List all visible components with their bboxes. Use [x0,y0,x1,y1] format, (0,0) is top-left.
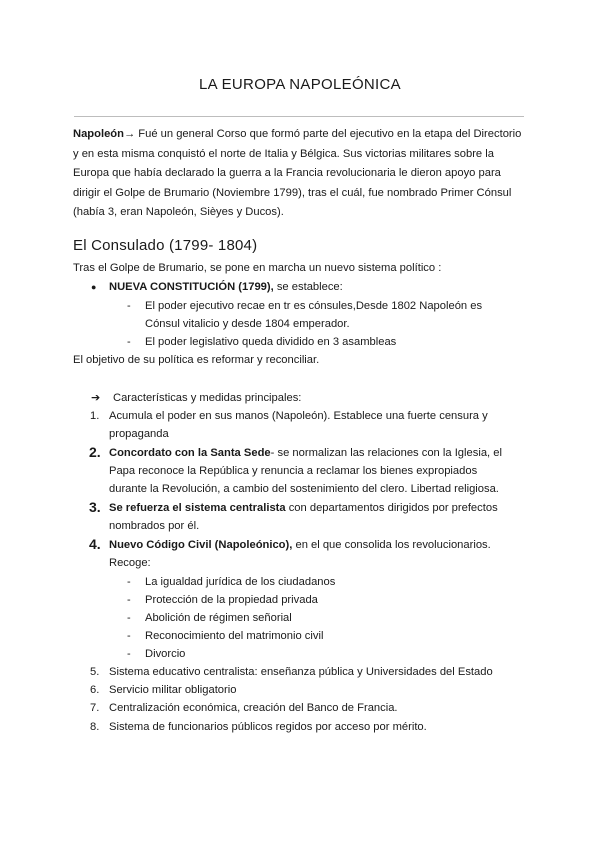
item2-line2: Papa reconoce la República y renuncia a reclamar los bienes expropiados [109,465,478,477]
code-item: Reconocimiento del matrimonio civil [145,630,324,642]
page-title: LA EUROPA NAPOLEÓNICA [199,76,401,93]
intro-name: Napoleón [73,128,124,140]
code-item: La igualdad jurídica de los ciudadanos [145,576,336,588]
item3-bold: Se refuerza el sistema centralista [109,502,286,514]
item5-line: Sistema educativo centralista: enseñanza pública y Universidades del Estado [109,666,493,678]
dash-icon: - [127,630,131,642]
sub2-line: El poder legislativo queda dividido en 3 asambleas [145,336,397,348]
code-item: Abolición de régimen señorial [145,612,292,624]
arrow-bullet-icon: ➔ [91,392,101,404]
item-number: 8. [90,721,100,733]
constitution-line [109,278,343,296]
item-number: 3. [89,499,101,515]
section-heading: El Consulado (1799- 1804) [73,237,258,254]
item7-line: Centralización económica, creación del Banco de Francia. [109,702,398,714]
item3-line2: nombrados por él. [109,520,200,532]
code-item: Protección de la propiedad privada [145,594,318,606]
dash-icon: - [127,594,131,606]
dash-icon: - [127,576,131,588]
title-divider [74,116,524,117]
item8-line: Sistema de funcionarios públicos regidos por acceso por mérito. [109,721,427,733]
item2-bold: Concordato con la Santa Sede [109,447,271,459]
constitution-bold: NUEVA CONSTITUCIÓN (1799), [109,281,274,293]
constitution-rest: se establece: [273,281,343,293]
item2-rest: - se normalizan las relaciones con la Iglesia, el [270,447,502,459]
item-number: 2. [89,444,101,460]
item3-rest: con departamentos dirigidos por prefectos [285,502,498,514]
dash-icon: - [127,300,131,312]
bullet-icon: ● [91,282,97,292]
intro-text: Fué un general Corso que formó parte del ejecutivo en la etapa del Directorio y en esta misma conquistó el norte de Italia y Bélgica. Sus victorias militares sobre la Europa que había declarado la guerra a la Francia revolucionaria le dieron apoyo para dirigir el Golpe de Brumario (Noviembre 1799), tras el cuál, fue nombrado Primer Cónsul (había 3, eran Napoleón, Sièyes y Ducos). [73,128,522,218]
item3-line1 [109,499,498,517]
item-number: 6. [90,684,100,696]
item2-line3: durante la Revolución, a cambio del sostenimiento del clero. Libertad religiosa. [109,483,499,495]
item6-line: Servicio militar obligatorio [109,684,237,696]
dash-icon: - [127,612,131,624]
item4-rest: en el que consolida los revolucionarios. [292,539,491,551]
item-number: 1. [90,410,100,422]
item4-bold: Nuevo Código Civil (Napoleónico), [109,539,293,551]
section-lead: Tras el Golpe de Brumario, se pone en marcha un nuevo sistema político : [73,262,442,274]
right-arrow-icon: → [123,128,136,140]
objective-line: El objetivo de su política es reformar y reconciliar. [73,354,320,366]
item1-line1: Acumula el poder en sus manos (Napoleón). Establece una fuerte censura y [109,410,488,422]
item-number: 4. [89,536,101,552]
item-number: 7. [90,702,100,714]
sub1-line1: El poder ejecutivo recae en tr es cónsules,Desde 1802 Napoleón es [145,300,483,312]
sub1-line2: Cónsul vitalicio y desde 1804 emperador. [145,318,350,330]
item4-line1 [109,536,491,554]
item4-line2: Recoge: [109,557,151,569]
dash-icon: - [127,648,131,660]
features-label: Características y medidas principales: [113,392,302,404]
dash-icon: - [127,336,131,348]
code-item: Divorcio [145,648,186,660]
item-number: 5. [90,666,100,678]
item2-line1 [109,444,502,462]
intro-paragraph [73,125,528,223]
item1-line2: propaganda [109,428,169,440]
